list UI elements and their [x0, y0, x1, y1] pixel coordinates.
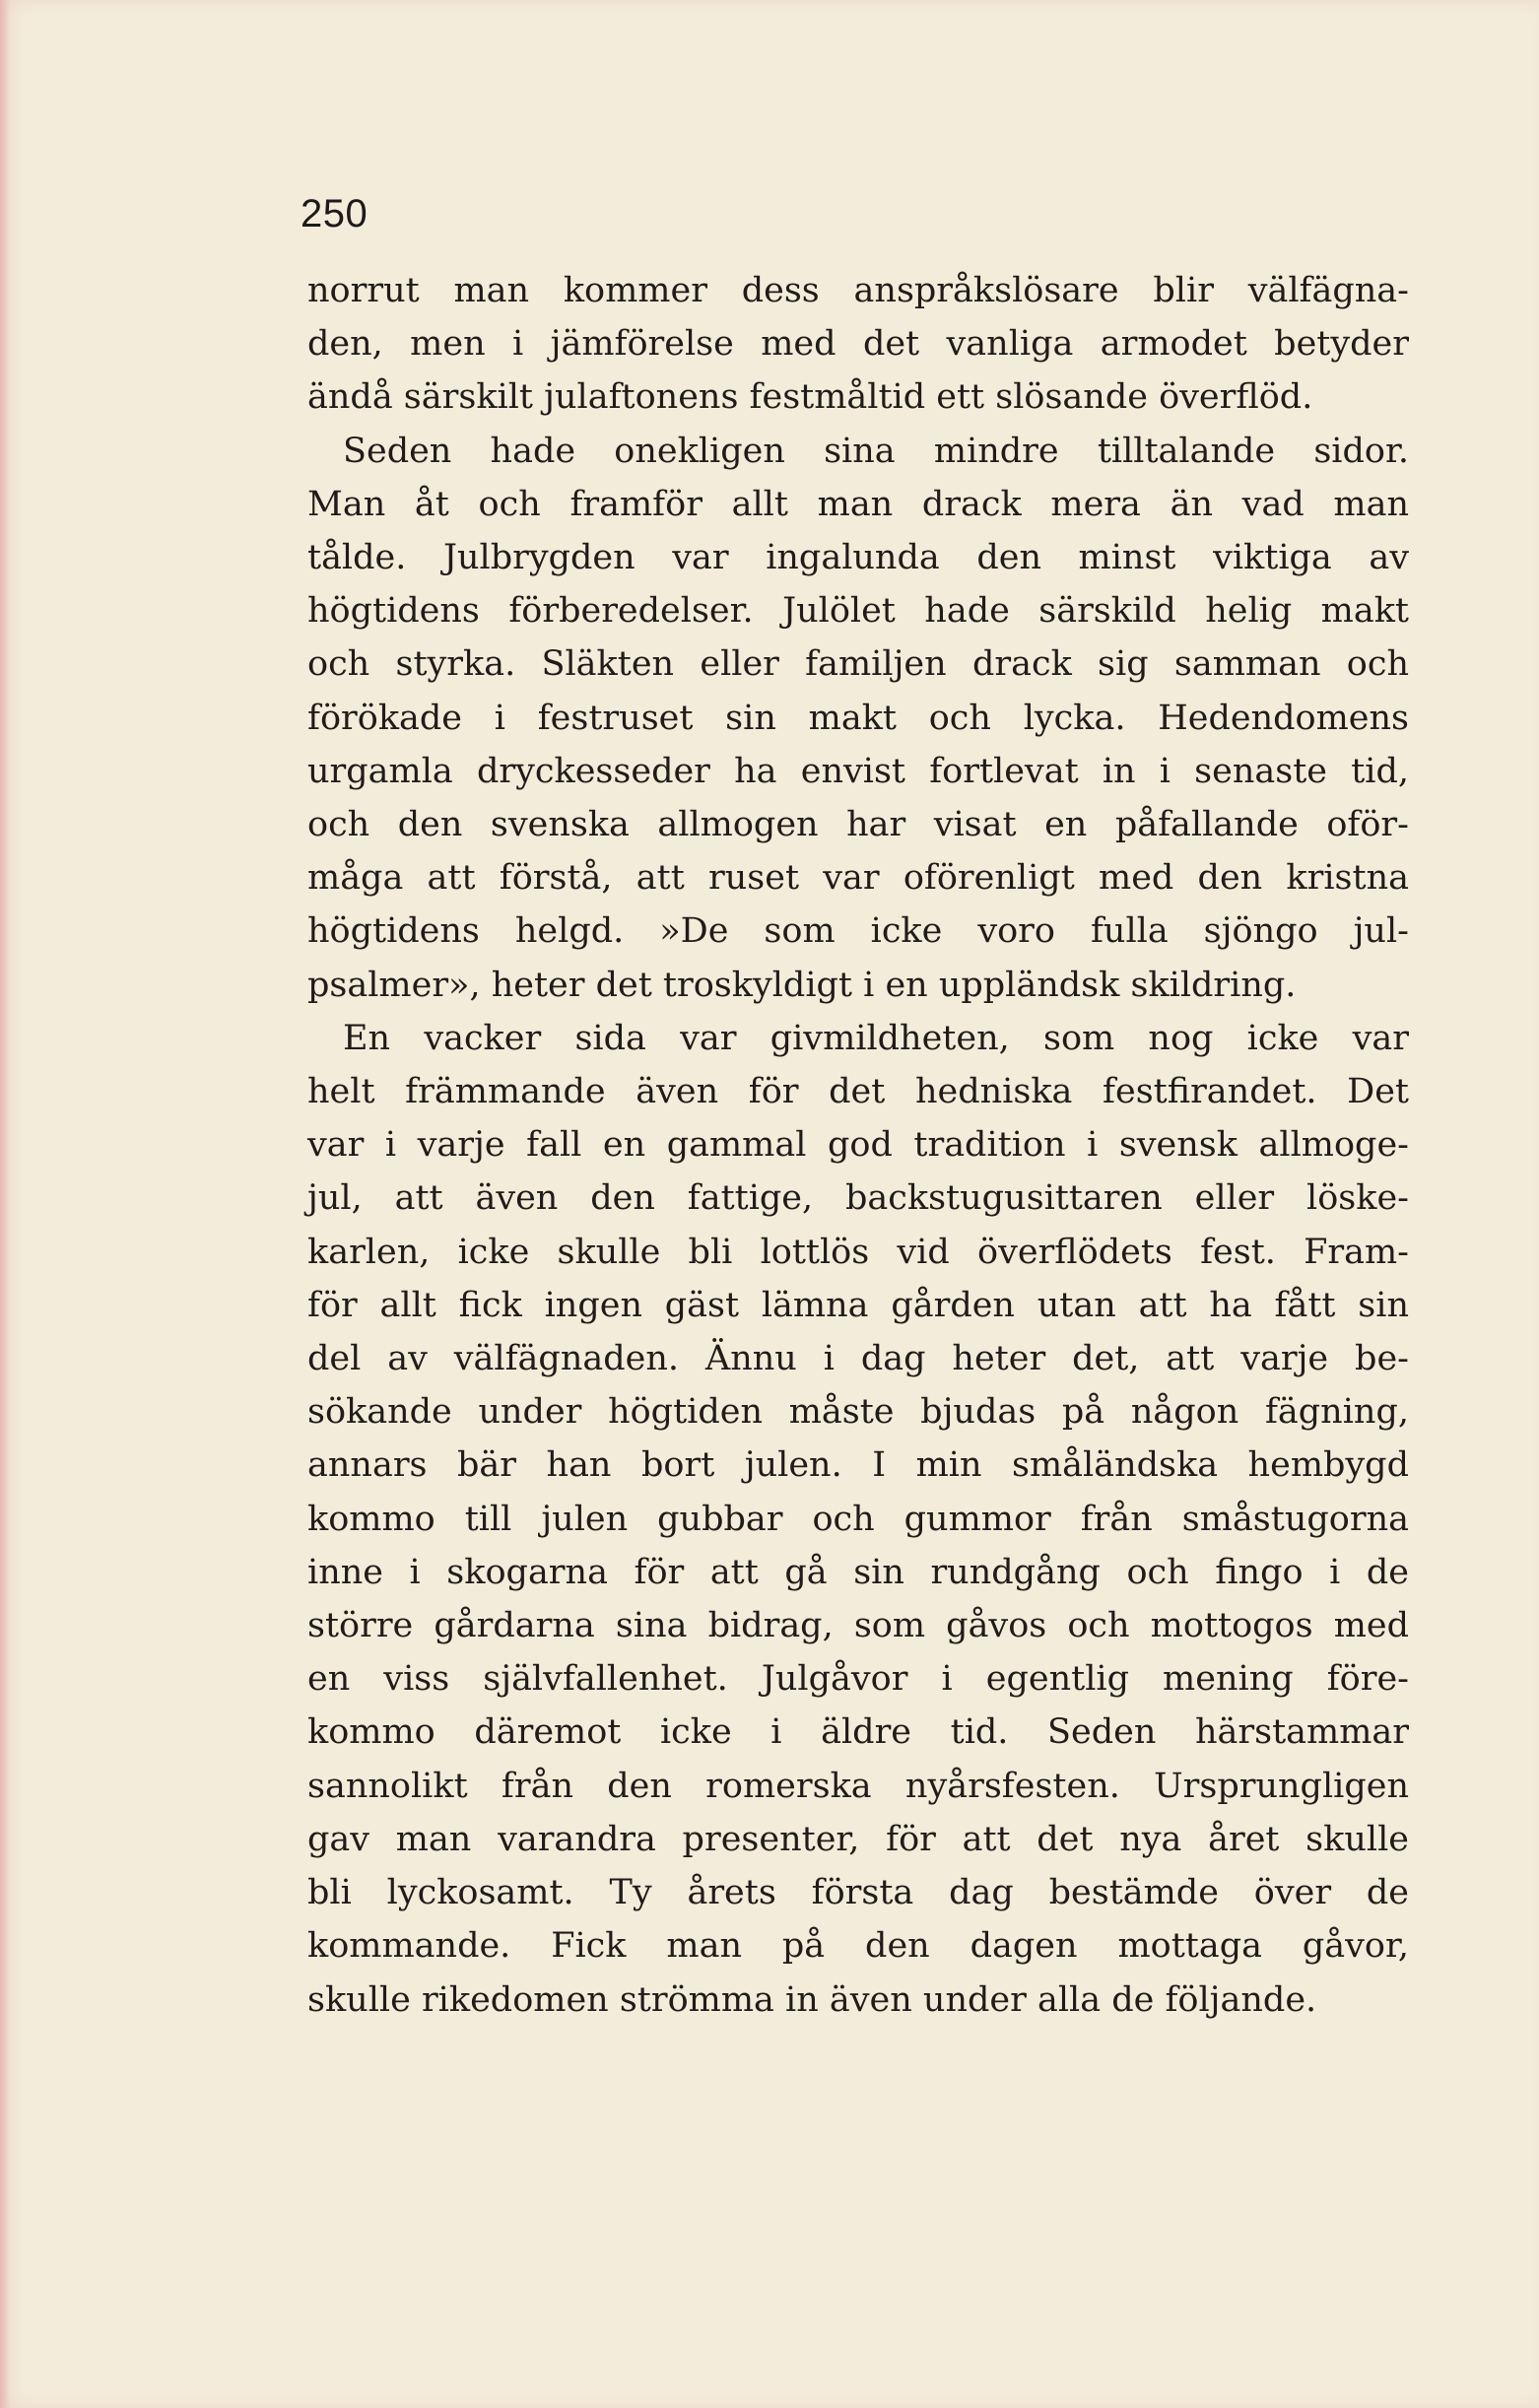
text-line: skulle rikedomen strömma in även under alla de följande.	[307, 1979, 1317, 2020]
text-line: gav man varandra presenter, för att det nya året skulle	[307, 1819, 1409, 1859]
text-line: inne i skogarna för att gå sin rundgång och fingo i de	[307, 1552, 1409, 1592]
body-text	[307, 264, 1409, 2027]
text-line: sannolikt från den romerska nyårsfesten. Ursprungligen	[307, 1766, 1409, 1806]
text-line: karlen, icke skulle bli lottlös vid överflödets fest. Fram-	[307, 1232, 1409, 1272]
text-line: högtidens förberedelser. Julölet hade särskild helig makt	[307, 591, 1409, 632]
text-line: kommo till julen gubbar och gummor från småstugorna	[307, 1499, 1409, 1539]
text-line: tålde. Julbrygden var ingalunda den minst viktiga av	[307, 538, 1409, 578]
text-line: sökande under högtiden måste bjudas på någon fägning,	[307, 1392, 1409, 1433]
text-line: större gårdarna sina bidrag, som gåvos och mottogos med	[307, 1606, 1409, 1646]
text-line: var i varje fall en gammal god tradition i svensk allmoge-	[307, 1125, 1409, 1166]
paragraph-1	[307, 264, 1409, 425]
paragraph-2	[307, 425, 1409, 1012]
text-line: norrut man kommer dess anspråkslösare blir välfägna-	[307, 271, 1409, 310]
page-number: 250	[301, 192, 368, 235]
text-line: kommande. Fick man på den dagen mottaga gåvor,	[307, 1926, 1409, 1967]
text-line: och styrka. Släkten eller familjen drack sig samman och	[307, 644, 1409, 685]
text-line: Man åt och framför allt man drack mera än vad man	[307, 484, 1409, 524]
text-line: bli lyckosamt. Ty årets första dag bestämde över de	[307, 1873, 1409, 1913]
text-line: och den svenska allmogen har visat en påfallande oför-	[307, 805, 1409, 845]
text-line: jul, att även den fattige, backstugusittaren eller löske-	[307, 1178, 1409, 1219]
text-line: del av välfägnaden. Ännu i dag heter det, att varje be-	[307, 1339, 1409, 1379]
page-edge	[0, 0, 10, 2408]
text-line: förökade i festruset sin makt och lycka. Hedendomens	[307, 698, 1409, 738]
text-line: psalmer», heter det troskyldigt i en uppländsk skildring.	[307, 965, 1297, 1005]
text-line: för allt fick ingen gäst lämna gården utan att ha fått sin	[307, 1285, 1409, 1325]
text-line: kommo däremot icke i äldre tid. Seden härstammar	[307, 1712, 1409, 1753]
text-line: ändå särskilt julaftonens festmåltid ett slösande överflöd.	[307, 377, 1313, 418]
text-line: måga att förstå, att ruset var oförenligt med den kristna	[307, 858, 1409, 899]
text-line: en viss självfallenhet. Julgåvor i egentlig mening före-	[307, 1659, 1409, 1700]
text-line: annars bär han bort julen. I min småländska hembygd	[307, 1445, 1409, 1486]
paragraph-3	[307, 1012, 1409, 2027]
text-line: urgamla dryckesseder ha envist fortlevat in i senaste tid,	[307, 751, 1409, 791]
text-line: den, men i jämförelse med det vanliga armodet betyder	[307, 324, 1409, 365]
text-line: högtidens helgd. »De som icke voro fulla sjöngo jul-	[307, 911, 1409, 952]
text-line: En vacker sida var givmildheten, som nog icke var	[343, 1018, 1409, 1058]
text-line: helt främmande även för det hedniska festfirandet. Det	[307, 1072, 1409, 1112]
text-line: Seden hade onekligen sina mindre tilltalande sidor.	[343, 431, 1409, 471]
